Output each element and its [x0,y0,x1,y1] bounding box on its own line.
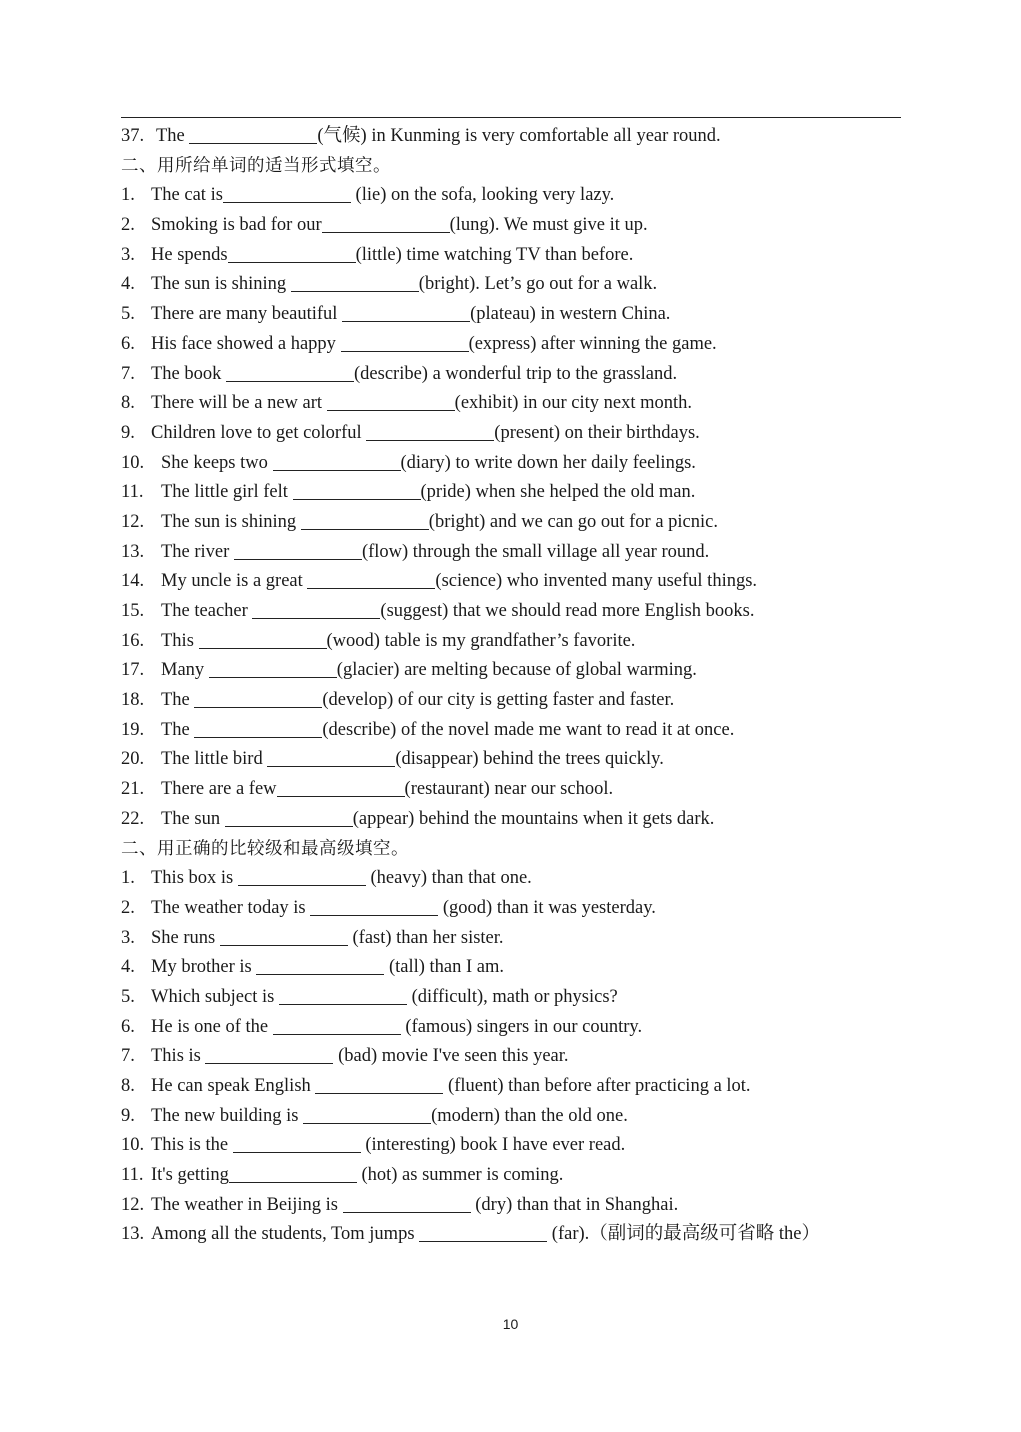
question-suffix: (heavy) than that one. [365,868,532,889]
answer-blank[interactable] [194,719,322,738]
question-prefix: She keeps two [161,452,273,473]
question-prefix: There are many beautiful [151,304,343,325]
question-item [121,627,921,657]
question-item [121,389,921,419]
question-item [121,538,921,568]
question-item [121,1220,921,1250]
question-suffix: (wood) table is my grandfather’s favorite. [326,630,636,651]
question-item [121,953,921,983]
question-number: 1. [121,185,135,206]
question-number: 22. [121,808,145,829]
answer-blank[interactable] [238,867,366,886]
question-suffix: (far).（副词的最高级可省略 the） [547,1224,820,1245]
answer-blank[interactable] [327,392,455,411]
question-prefix: The sun is shining [151,274,291,295]
question-item [121,360,921,390]
question-suffix: (diary) to write down her daily feelings. [400,452,696,473]
question-suffix: (pride) when she helped the old man. [420,482,696,503]
question-suffix: (plateau) in western China. [470,304,671,325]
question-item [121,211,921,241]
question-suffix: (present) on their birthdays. [494,422,700,443]
question-prefix: There will be a new art [151,393,327,414]
question-suffix: (hot) as summer is coming. [356,1165,564,1186]
answer-blank[interactable] [223,184,351,203]
answer-blank[interactable] [189,125,317,144]
question-suffix: (famous) singers in our country. [400,1016,643,1037]
answer-blank[interactable] [419,1223,547,1242]
question-suffix: (lung). We must give it up. [449,215,648,236]
question-prefix: This box is [151,868,238,889]
question-prefix: He can speak English [151,1076,316,1096]
question-prefix: Many [161,660,209,681]
question-number: 8. [121,1076,135,1096]
answer-blank[interactable] [256,956,384,975]
question-suffix: (disappear) behind the trees quickly. [395,749,664,770]
question-item [121,656,921,686]
question-suffix: (气候) in Kunming is very comfortable all year round. [317,126,721,146]
question-number: 19. [121,719,145,740]
question-prefix: This is [151,1046,206,1067]
question-prefix: The cat is [151,185,223,206]
answer-blank[interactable] [273,452,401,471]
question-number: 13. [121,1224,145,1245]
question-item [121,983,921,1013]
answer-blank[interactable] [322,214,450,233]
question-number: 37. [121,126,145,146]
question-item [121,508,921,538]
answer-blank[interactable] [277,778,405,797]
header-rule [121,117,901,118]
question-item [121,1131,921,1161]
question-item [121,686,921,716]
question-number: 10. [121,1135,145,1156]
question-number: 12. [121,1194,145,1215]
question-suffix: (dry) than that in Shanghai. [470,1194,679,1215]
question-suffix: (bad) movie I've seen this year. [333,1046,569,1067]
question-suffix: (interesting) book I have ever read. [360,1135,626,1156]
answer-blank[interactable] [310,897,438,916]
question-suffix: (bright) and we can go out for a picnic. [428,511,718,532]
question-prefix: This is the [151,1135,233,1156]
question-number: 1. [121,868,135,889]
question-prefix: The new building is [151,1105,304,1126]
answer-blank[interactable] [233,1134,361,1153]
answer-blank[interactable] [194,689,322,708]
question-number: 2. [121,897,135,918]
question-item [121,775,921,805]
answer-blank[interactable] [209,659,337,678]
question-suffix: (express) after winning the game. [468,333,717,354]
question-37 [121,122,921,152]
question-suffix: (little) time watching TV than before. [355,244,634,265]
question-suffix: (develop) of our city is getting faster and faster. [322,690,675,711]
question-number: 6. [121,333,135,354]
answer-blank[interactable] [234,541,362,560]
question-number: 9. [121,1105,135,1126]
question-prefix: My brother is [151,957,257,978]
question-suffix: (science) who invented many useful things. [435,571,758,592]
answer-blank[interactable] [279,986,407,1005]
question-prefix: My uncle is a great [161,571,308,592]
question-item [121,478,921,508]
question-number: 10. [121,452,145,473]
question-number: 4. [121,957,135,978]
answer-blank[interactable] [229,1164,357,1183]
worksheet [121,122,921,1250]
answer-blank[interactable] [303,1105,431,1124]
question-number: 17. [121,660,145,681]
question-item [121,894,921,924]
answer-blank[interactable] [366,422,494,441]
question-number: 7. [121,363,135,384]
question-prefix: The river [161,541,234,562]
question-item [121,716,921,746]
question-prefix: The weather today is [151,897,311,918]
answer-blank[interactable] [199,630,327,649]
question-number: 3. [121,244,135,265]
question-item [121,745,921,775]
question-item [121,567,921,597]
question-item [121,1191,921,1221]
question-suffix: (glacier) are melting because of global warming. [336,660,697,681]
question-prefix: He is one of the [151,1016,273,1037]
question-item [121,924,921,954]
question-prefix: She runs [151,927,220,948]
question-prefix: The [161,719,195,740]
question-prefix: The sun is shining [161,511,301,532]
question-suffix: (fast) than her sister. [347,927,504,948]
question-prefix: There are a few [161,779,277,800]
question-suffix: (modern) than the old one. [431,1105,628,1126]
question-suffix: (lie) on the sofa, looking very lazy. [350,185,615,206]
question-prefix: His face showed a happy [151,333,341,354]
question-item [121,1072,921,1102]
section-word-forms [121,181,921,834]
question-number: 12. [121,511,145,532]
question-number: 21. [121,779,145,800]
question-suffix: (good) than it was yesterday. [438,897,656,918]
answer-blank[interactable] [267,748,395,767]
question-number: 15. [121,601,145,621]
question-prefix: The [156,126,190,146]
question-number: 13. [121,541,145,562]
question-item [121,300,921,330]
question-number: 5. [121,986,135,1007]
answer-blank[interactable] [301,511,429,530]
question-item [121,1161,921,1191]
question-item [121,1102,921,1132]
question-number: 3. [121,927,135,948]
question-number: 7. [121,1046,135,1067]
question-prefix: The little bird [161,749,268,770]
question-prefix: Which subject is [151,986,279,1007]
question-item [121,419,921,449]
question-suffix: (difficult), math or physics? [406,986,618,1007]
question-prefix: The [161,690,195,711]
question-number: 14. [121,571,145,592]
question-prefix: The sun [161,808,225,829]
question-number: 20. [121,749,145,770]
question-suffix: (tall) than I am. [384,957,505,978]
question-item [121,597,921,627]
question-number: 11. [121,482,144,503]
answer-blank[interactable] [315,1075,443,1094]
section-heading-word-forms: 二、用所给单词的适当形式填空。 [121,155,391,176]
answer-blank[interactable] [228,244,356,263]
question-number: 16. [121,630,145,651]
question-suffix: (bright). Let’s go out for a walk. [418,274,658,295]
answer-blank[interactable] [205,1045,333,1064]
question-item [121,1013,921,1043]
question-prefix: The little girl felt [161,482,293,503]
question-suffix: (flow) through the small village all year round. [361,541,710,562]
question-suffix: (exhibit) in our city next month. [454,393,693,414]
question-item [121,241,921,271]
question-number: 8. [121,393,135,414]
question-prefix: The teacher [161,601,253,621]
question-item [121,270,921,300]
question-prefix: He spends [151,244,228,265]
question-suffix: (describe) a wonderful trip to the grassland. [354,363,678,384]
answer-blank[interactable] [293,481,421,500]
page-number: 10 [502,1316,519,1332]
section-comparatives [121,864,921,1250]
question-prefix: Smoking is bad for our [151,215,322,236]
section-heading-comparatives: 二、用正确的比较级和最高级填空。 [121,838,409,859]
question-item [121,864,921,894]
question-prefix: It's getting [151,1165,229,1186]
answer-blank[interactable] [343,1194,471,1213]
question-number: 5. [121,304,135,325]
answer-blank[interactable] [273,1016,401,1035]
question-item [121,1042,921,1072]
answer-blank[interactable] [342,303,470,322]
question-number: 4. [121,274,135,295]
question-prefix: Children love to get colorful [151,422,367,443]
question-prefix: Among all the students, Tom jumps [151,1224,420,1245]
question-suffix: (restaurant) near our school. [404,779,614,800]
answer-blank[interactable] [341,333,469,352]
question-number: 9. [121,422,135,443]
question-suffix: (fluent) than before after practicing a lot. [443,1076,751,1096]
question-prefix: The book [151,363,227,384]
question-number: 6. [121,1016,135,1037]
answer-blank[interactable] [307,570,435,589]
answer-blank[interactable] [291,273,419,292]
question-suffix: (suggest) that we should read more English books. [380,601,755,621]
question-item [121,805,921,835]
question-number: 18. [121,690,145,711]
question-item [121,449,921,479]
question-number: 11. [121,1165,144,1186]
question-prefix: This [161,630,199,651]
question-prefix: The weather in Beijing is [151,1194,343,1215]
question-number: 2. [121,215,135,236]
question-suffix: (appear) behind the mountains when it gets dark. [352,808,715,829]
question-suffix: (describe) of the novel made me want to read it at once. [322,719,735,740]
answer-blank[interactable] [225,808,353,827]
question-item [121,181,921,211]
answer-blank[interactable] [220,927,348,946]
answer-blank[interactable] [252,600,380,619]
answer-blank[interactable] [226,363,354,382]
question-item [121,330,921,360]
